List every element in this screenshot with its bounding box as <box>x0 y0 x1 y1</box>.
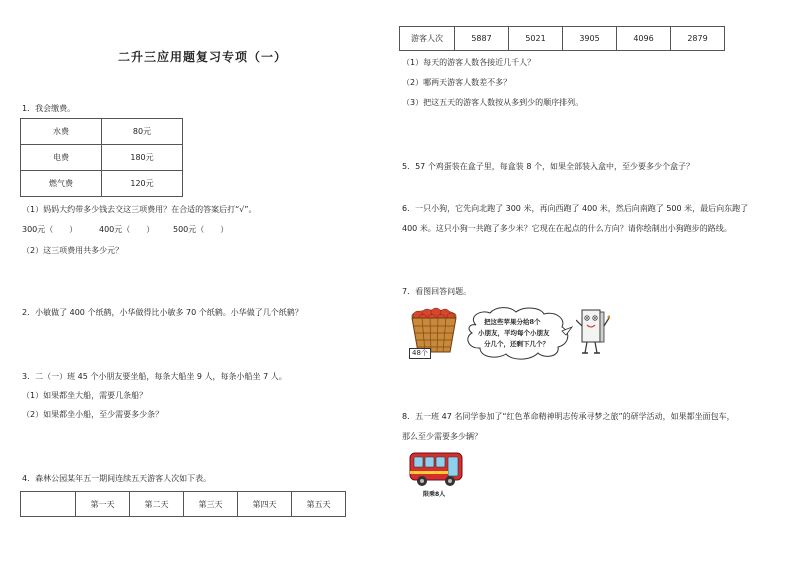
bus-illustration <box>408 450 464 490</box>
page-title: 二升三应用题复习专项（一） <box>118 50 288 64</box>
q5-prompt: 5．57 个鸡蛋装在盒子里，每盒装 8 个，如果全部装入盒中，至少要多少个盒子？ <box>402 162 694 171</box>
fee-table <box>20 118 183 197</box>
table-corner-cell <box>21 492 76 517</box>
day-header: 第一天 <box>76 492 130 517</box>
fee-item: 电费 <box>21 145 102 171</box>
speech-cloud-line-1: 把这些苹果分给8个 <box>484 318 541 326</box>
table-row <box>21 145 183 171</box>
fee-amount: 180元 <box>102 145 183 171</box>
speech-cloud-line-3: 分几个，还剩下几个？ <box>484 340 549 348</box>
q6-line1: 6．一只小狗，它先向北跑了 300 米，再向西跑了 400 米，然后向南跑了 500 米，最后向东跑了 <box>402 204 749 213</box>
table-row <box>21 492 346 517</box>
q1-option-500[interactable]: 500元（ ） <box>173 225 229 234</box>
q4-prompt: 4．森林公园某年五一期间连续五天游客人次如下表。 <box>22 474 212 483</box>
q1-sub2: （2）这三项费用共多少元？ <box>22 246 124 255</box>
visitor-count: 4096 <box>617 27 671 51</box>
visitor-count-table <box>399 26 725 51</box>
fee-item: 燃气费 <box>21 171 102 197</box>
day-header: 第二天 <box>130 492 184 517</box>
q8-line1: 8．五一班 47 名同学参加了“红色革命精神明志传承寻梦之旅”的研学活动，如果都坐面包车， <box>402 412 735 421</box>
day-header: 第五天 <box>292 492 346 517</box>
visitor-count: 3905 <box>563 27 617 51</box>
table-row <box>21 171 183 197</box>
q1-option-400[interactable]: 400元（ ） <box>99 225 155 234</box>
q4-sub3: （3）把这五天的游客人数按从多到少的顺序排列。 <box>402 98 584 107</box>
row-label: 游客人次 <box>400 27 455 51</box>
q8-line2: 那么至少需要多少辆？ <box>402 432 482 441</box>
visitor-count: 5021 <box>509 27 563 51</box>
visitor-count: 5887 <box>455 27 509 51</box>
fee-amount: 80元 <box>102 119 183 145</box>
q1-prompt: 1．我会缴费。 <box>22 104 76 113</box>
q4-sub2: （2）哪两天游客人数差不多？ <box>402 78 512 87</box>
bus-capacity-label: 限乘8人 <box>423 491 446 498</box>
basket-count-label: 48个 <box>409 348 431 359</box>
q1-option-300[interactable]: 300元（ ） <box>22 225 78 234</box>
visitor-count: 2879 <box>671 27 725 51</box>
table-row <box>21 119 183 145</box>
q3-prompt: 3．二（一）班 45 个小朋友要坐船，每条大船坐 9 人，每条小船坐 7 人。 <box>22 372 287 381</box>
q7-prompt: 7．看图回答问题。 <box>402 287 472 296</box>
q3-sub1: （1）如果都坐大船，需要几条船？ <box>22 391 148 400</box>
visitor-days-table <box>20 491 346 517</box>
q3-sub2: （2）如果都坐小船，至少需要多少条？ <box>22 410 164 419</box>
q1-sub1: （1）妈妈大约带多少钱去交这三项费用？在合适的答案后打“√”。 <box>22 205 257 214</box>
q2-prompt: 2．小敏做了 400 个纸鹤，小华做得比小敏多 70 个纸鹤。小华做了几个纸鹤？ <box>22 308 303 317</box>
cartoon-character <box>576 306 610 356</box>
fee-item: 水费 <box>21 119 102 145</box>
q4-sub1: （1）每天的游客人数各接近几千人？ <box>402 58 536 67</box>
day-header: 第三天 <box>184 492 238 517</box>
fee-amount: 120元 <box>102 171 183 197</box>
table-row <box>400 27 725 51</box>
speech-cloud-line-2: 小朋友，平均每个小朋友 <box>478 329 550 337</box>
day-header: 第四天 <box>238 492 292 517</box>
q6-line2: 400 米。这只小狗一共跑了多少米？它现在在起点的什么方向？请你绘制出小狗跑步的路线。 <box>402 224 732 233</box>
